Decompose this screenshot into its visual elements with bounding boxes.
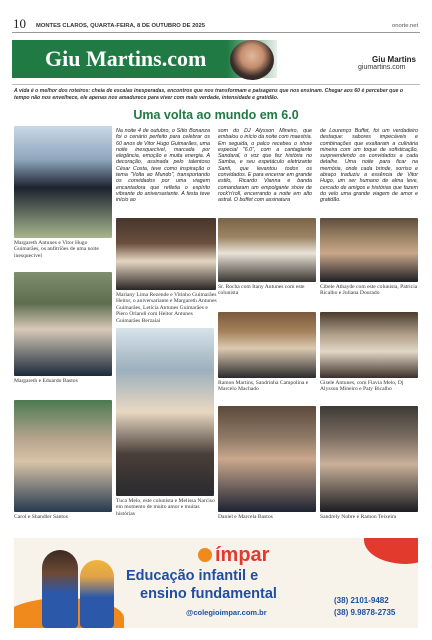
caption-ramon-group: Ramon Martins, Sandrinha Campolina e Marcelo Machado (218, 380, 309, 393)
ad-brand: ímpar (198, 544, 269, 567)
caption-sandrely-ramon: Sandrely Nobre e Ramon Teixeira (320, 514, 397, 520)
photo-sandrely-ramon (320, 406, 418, 512)
author-name: Giu Martins (372, 55, 417, 64)
caption-tuca-melissa: Tuca Melo, este colunista e Melissa Narciso em momento de muito amor e muitas histórias (116, 498, 215, 517)
ad-kid-1 (42, 550, 78, 628)
ad-banner[interactable] (14, 538, 418, 628)
photo-cibele (320, 218, 418, 282)
photo-carol-shandler (14, 400, 112, 512)
page-number: 10 (13, 16, 26, 31)
column-title: Giu Martins.com (45, 46, 207, 71)
ad-line-2: ensino fundamental (140, 586, 277, 602)
caption-cibele: Cibele Athayde com este colunista, Patricia Ricalho e Juliana Dourado (320, 284, 418, 297)
article-headline: Uma volta ao mundo em 6.0 (133, 108, 299, 122)
article-col-3: de Lourenço Buffet, foi um verdadeiro destaque: sabores impecáveis e combinações que exaltaram a culinária mineira com um toque de sofisticação, surpreendendo os convidados a cada detalhe. Uma noite para ficar na memória, onde cada brinde, sorriso e abraço traduziu a essência de Vitor Hugo, um ser humano de alma leve, cercado de amigos e histórias que fazem do velo uma grande viagem de amor e gratidão. (320, 128, 418, 204)
photo-ramon-group (218, 312, 316, 378)
photo-family-group (116, 218, 216, 290)
ad-line-1: Educação infantil e (126, 568, 259, 584)
photo-hosts (14, 126, 112, 238)
dateline: MONTES CLAROS, QUARTA-FEIRA, 8 DE OUTUBRO DE 2025 (36, 23, 205, 29)
author-site: giumartins.com (358, 64, 406, 71)
ad-kid-2 (80, 560, 114, 628)
caption-gisele-group: Gisele Antunes, com Flavia Melo, Dj Alysson Mineiro e Paty Bicalho (320, 380, 404, 393)
ad-phone-2: (38) 9.9878-2735 (334, 608, 396, 617)
photo-margareth-eduardo (14, 272, 112, 376)
caption-hosts: Margareth Antunes e Vitor Hugo Guimarães, os anfitriões de uma noite inesquecível (14, 240, 99, 259)
ad-right-wave (364, 538, 418, 564)
header-rule (12, 32, 420, 33)
caption-rocha: Sr. Rocha com Itany Antunes com este colunista (218, 284, 305, 297)
caption-family-group: Mariany Lima Rezende e Vitinho Guimarães Heitor, o aniversariante e Margareth Antunes Guimarães, Leticia Antunes Guimarães e Piero Orlandi com Heitor Antunes Guimarães Berzaiai (116, 292, 217, 324)
site-name: onorte.net (392, 23, 419, 29)
article-col-1: Na noite 4 de outubro, o Sítio Bonanza foi o cenário perfeito para celebrar os 60 anos de Vitor Hugo Guimarães, uma noite inesquecível, marcada por elegância, emoção e muita energia. A decoração, assinada pelo talentoso César Costa, teve como inspiração o tema "Volta ao Mundo", transportando os convidados por uma viagem encantadora que refletia o espírito vibrante do aniversariante. A festa teve início ao (116, 128, 210, 204)
photo-rocha (218, 218, 316, 282)
author-portrait (230, 40, 274, 80)
caption-margareth-eduardo: Margareth e Eduardo Bastos (14, 378, 78, 384)
photo-gisele-group (320, 312, 418, 378)
article-col-2: som do DJ Alysson Mineiro, que embalou o início da noite com maestria. Em seguida, o palco recebeu o show especial "6.0", com a cantagiante Sandaral, o voz que fez história no Samba, e seu espetáculo eletrizante Santi, que levantou todos os convidados. E para encerrar em grande estilo, Ricardo Vianna e banda comandaram um empolgante show de rock'n'roll, encerrando a noite em alto astral. O buffet com assinatura (218, 128, 312, 204)
photo-tuca-melissa (116, 328, 214, 496)
photo-daniel-marcela (218, 406, 316, 512)
ad-handle[interactable]: @colegioimpar.com.br (186, 608, 267, 617)
banner-rule (12, 84, 420, 85)
ad-phone-1: (38) 2101-9482 (334, 596, 389, 605)
epigraph: A vida é o melhor dos roteiros: cheia de escalas inesperadas, encontros que nos transformam e paisagens que nos ensinam. Chegar aos 60 é perceber que o tempo não nos envelhece, ele apenas nos amadurece para viver com mais verdade, intensidade e gratidão. (14, 88, 404, 101)
ad-logo-icon (198, 548, 212, 562)
caption-daniel-marcela: Daniel e Marcela Bastos (218, 514, 273, 520)
caption-carol-shandler: Carol e Shandler Santos (14, 514, 68, 520)
